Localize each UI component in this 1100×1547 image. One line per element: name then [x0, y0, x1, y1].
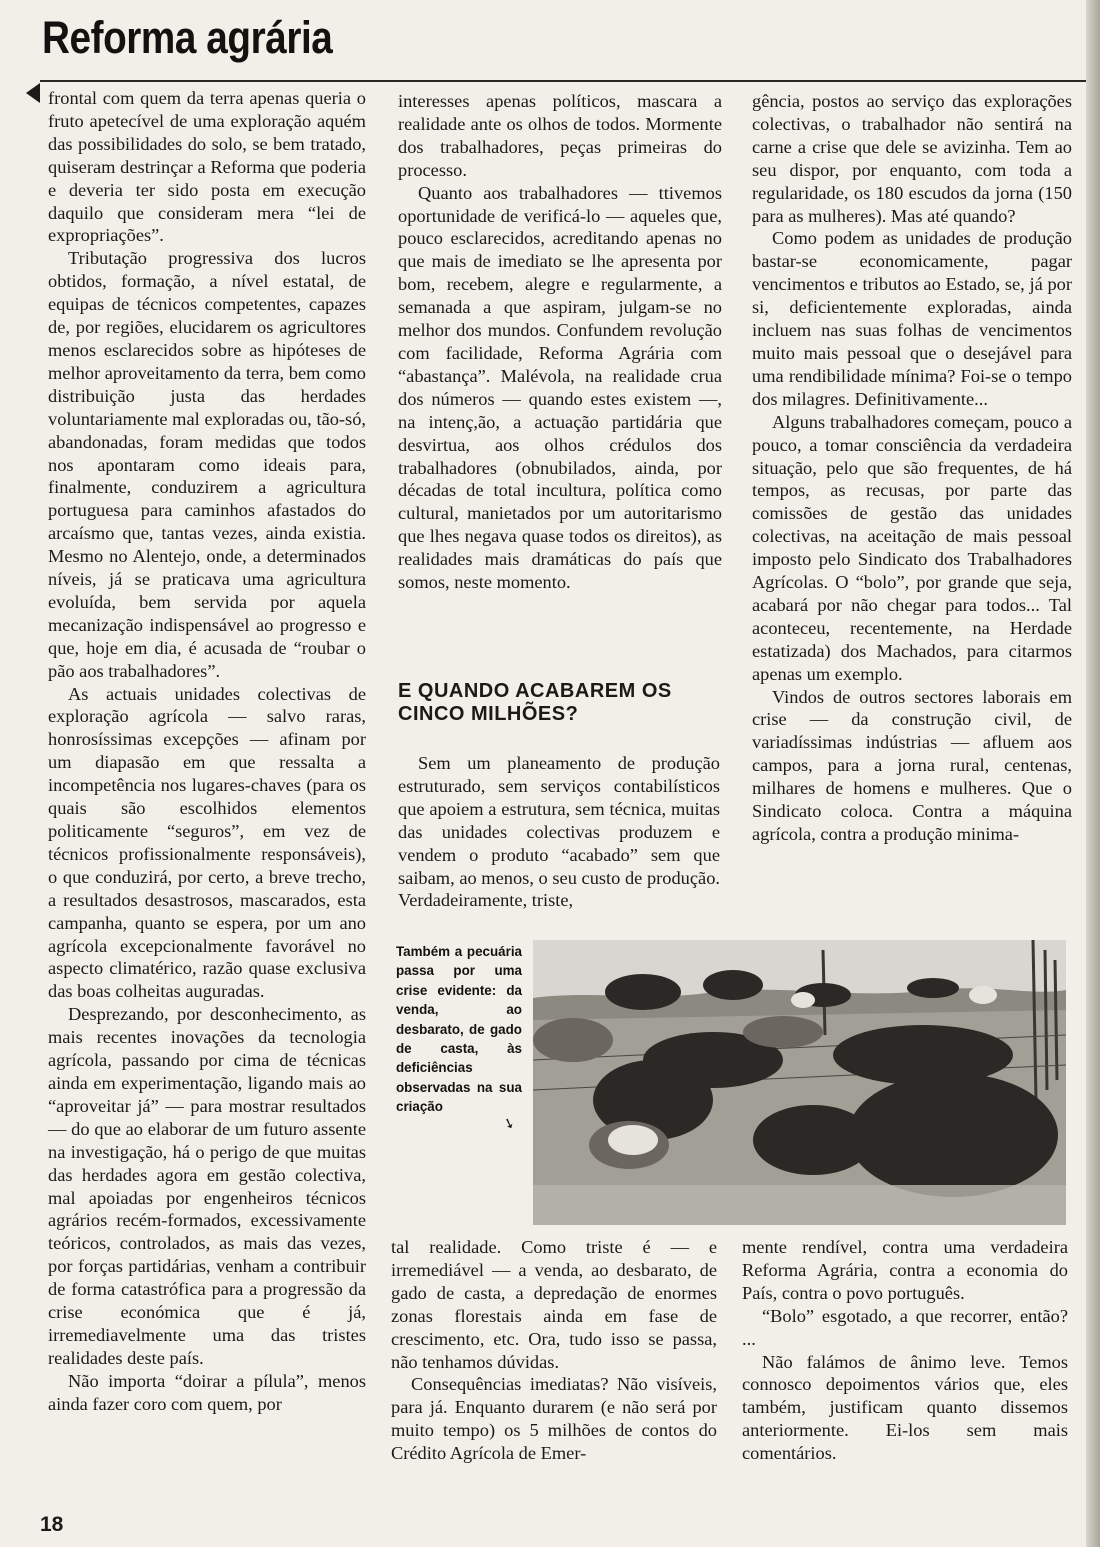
title-rule — [40, 80, 1100, 82]
paragraph: gência, postos ao serviço das explorações colectivas, o trabalhador não sentirá na carne a crise que dele se avizinha. Tem ao seu dispor, por enquanto, com toda a regularidade, os 180 escudos da jorna (150 para as mulheres). Mas até quando? — [752, 91, 1072, 226]
paragraph: frontal com quem da terra apenas queria o fruto apetecível de uma exploração aquém das possibilidades do solo, se bem tratado, quiseram destrinçar a Reforma que poderia e deveria ter sido posta em execução daquilo que consideram mera “lei de expropriações”. — [48, 88, 366, 246]
text-column-2-middle — [398, 752, 720, 912]
paragraph: Consequências imediatas? Não visíveis, para já. Enquanto durarem (e não será por muito tempo) os 5 milhões de contos do Crédito Agrícola de Emer- — [391, 1374, 717, 1464]
paragraph: mente rendível, contra uma verdadeira Reforma Agrária, contra a economia do País, contra o povo português. — [742, 1237, 1068, 1303]
text-column-2-bottom — [391, 1236, 717, 1465]
paragraph: As actuais unidades colectivas de exploração agrícola — salvo raras, honrosíssimas excepções — afinam por um diapasão em que ressalta a incompetência nos lugares-chaves (para os quais são escolhidos elementos politicamente “seguros”, em vez de técnicos profissionalmente responsáveis), o que conduzirá, por certo, a breve trecho, a resultados desastrosos, mascarados, esta campanha, quanto se espera, por um ano agrícola excepcionalmente favorável no aspecto climatérico, razão quase exclusiva das boas colheitas auguradas. — [48, 683, 366, 1002]
page-number: 18 — [40, 1513, 64, 1536]
paragraph: Alguns trabalhadores começam, pouco a pouco, a tomar consciência da verdadeira situação, pelo que são frequentes, de há tempos, as recusas, por parte das comissões de gestão das unidades colectivas, na aceitação de mais pessoal imposto pelo Sindicato dos Trabalhadores Agrícolas. O “bolo”, por grande que seja, acabará por não chegar para todos... Tal aconteceu, recentemente, na Herdade estatizada) dos Machados, para citarmos apenas um exemplo. — [752, 411, 1072, 684]
caption-arrow-icon: ➘ — [500, 1114, 518, 1134]
photo-caption: Também a pecuária passa por uma crise evidente: da venda, ao desbarato, de gado de casta, às deficiências observadas na sua criação — [396, 944, 522, 1115]
paragraph: Desprezando, por desconhecimento, as mais recentes inovações da tecnologia agrícola, passando por cima de técnicas ainda em experimentação, ligando mais ao “aproveitar já” — para mostrar resultados — do que ao elaborar de um futuro assente na investigação, há o perigo de que muitas das herdades agora em gestão colectiva, mal apoiadas por engenheiros técnicos agrários recém-formados, excessivamente teóricos, controlados, as mais das vezes, por forças partidárias, venham a contribuir de forma catastrófica para a progressão da crise económica que é já, irremediavelmente uma das tristes realidades deste país. — [48, 1004, 366, 1368]
text-column-3-bottom — [742, 1236, 1068, 1465]
paragraph: Vindos de outros sectores laborais em crise — da construção civil, de variadíssimas indústrias — afluem aos campos, para a jorna rural, centenas, milhares de homens e mulheres. Que o Sindicato coloca. Contra a máquina agrícola, contra a produção minima- — [752, 686, 1072, 844]
article-title: Reforma agrária — [42, 12, 333, 63]
paragraph: Como podem as unidades de produção bastar-se economicamente, pagar vencimentos e tributos ao Estado, se, já por si, deficientemente exploradas, ainda incluem nas suas folhas de vencimentos muito mais pessoal que o desejável para uma rendibilidade mínima? Foi-se o tempo dos milagres. Definitivamente... — [752, 228, 1072, 409]
cattle-photo-illustration — [533, 940, 1066, 1225]
section-subheading: E QUANDO ACABAREM OS CINCO MILHÕES? — [398, 680, 672, 725]
paragraph: interesses apenas políticos, mascara a realidade ante os olhos de todos. Mormente dos trabalhadores, peças primeiras do processo. — [398, 91, 722, 180]
cattle-photo — [533, 940, 1066, 1225]
text-column-2-top — [398, 90, 722, 594]
paragraph: Sem um planeamento de produção estruturado, sem serviços contabilísticos que apoiem a estrutura, sem técnica, muitas das unidades colectivas produzem e vendem o produto “acabado” sem que saibam, ao menos, o seu custo de produção. Verdadeiramente, triste, — [398, 753, 720, 911]
continuation-arrow-icon — [26, 83, 40, 103]
paragraph: Tributação progressiva dos lucros obtidos, formação, a nível estatal, de equipas de técnicos competentes, capazes de, por regiões, elucidarem os agricultores menos esclarecidos sobre as hipóteses de melhor aproveitamento da terra, bem como distribuição justa das herdades voluntariamente mal exploradas ou, tão-só, abandonadas, foram medidas que todos nos apontaram como ideais para, finalmente, conduzirem a agricultura portuguesa para caminhos afastados do arcaísmo que, tantas vezes, ainda existia. Mesmo no Alentejo, onde, a determinados níveis, já se praticava uma agricultura evoluída, bem servida por aquela mecanização indispensável ao progresso e que, hoje em dia, é acusada de “roubar o pão aos trabalhadores”. — [48, 248, 366, 681]
paragraph: tal realidade. Como triste é — e irremediável — a venda, ao desbarato, de gado de casta, a depredação de enormes zonas florestais ainda em fase de crescimento, etc. Ora, tudo isso se passa, não tenhamos dúvidas. — [391, 1237, 717, 1372]
text-column-3-top — [752, 90, 1072, 846]
paragraph: Quanto aos trabalhadores — ttivemos oportunidade de verificá-lo — aqueles que, pouco esclarecidos, acreditando apenas no que mais de imediato se lhe apresenta por bom, recebem, alegre e regularmente, a semanada a que aspiram, julgam-se no melhor dos mundos. Confundem revolução com facilidade, Reforma Agrária com “abastança”. Malévola, na realidade crua dos números — quando estes existem —, na intenç,ão, a actuação partidária que desvirtua, aos olhos crédulos dos trabalhadores (obnubilados, ainda, por décadas de total incultura, política como cultural, manietados por um autoritarismo que lhes negava quase todos os direitos), as realidades mais dramáticas do país que somos, neste momento. — [398, 182, 722, 593]
paragraph: Não falámos de ânimo leve. Temos connosco depoimentos vários que, eles também, justificam quanto dissemos anteriormente. Ei-los sem mais comentários. — [742, 1351, 1068, 1464]
text-column-1 — [48, 87, 366, 1416]
paragraph: Não importa “doirar a pílula”, menos ainda fazer coro com quem, por — [48, 1370, 366, 1414]
paragraph: “Bolo” esgotado, a que recorrer, então? ... — [742, 1305, 1068, 1349]
page-edge-shadow — [1086, 0, 1100, 1547]
